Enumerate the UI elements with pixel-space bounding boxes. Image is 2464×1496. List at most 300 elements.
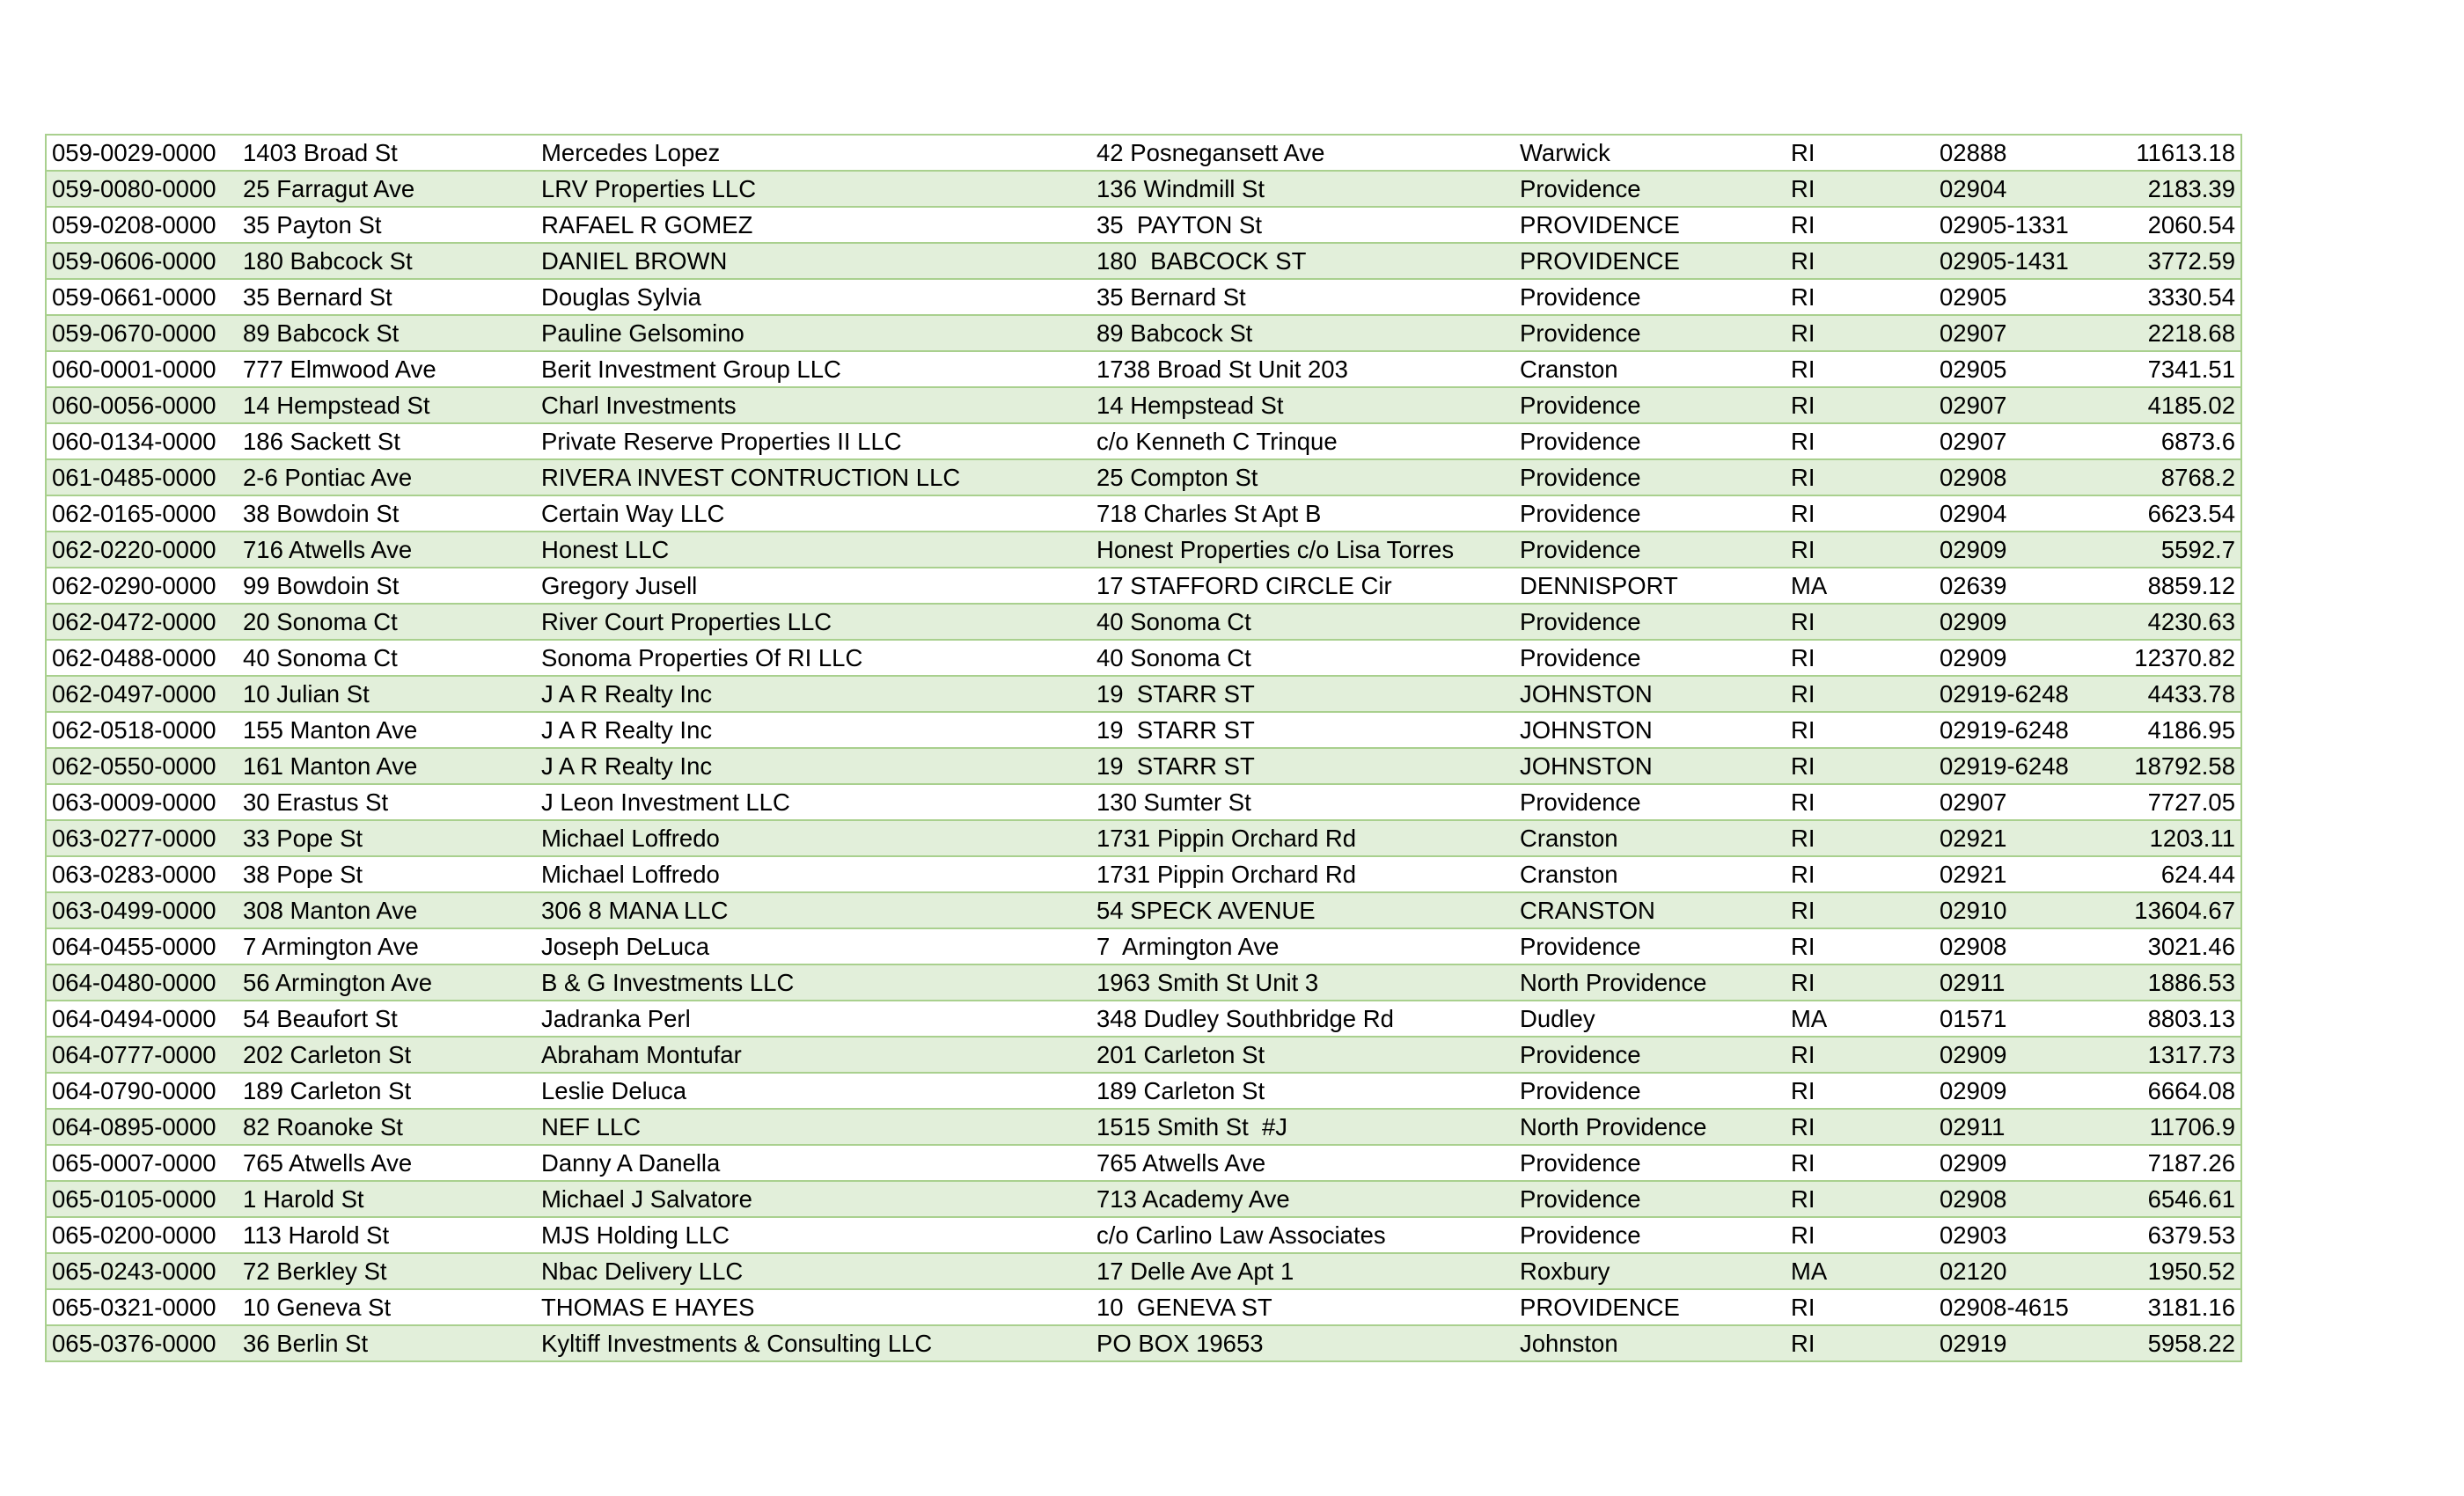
property-address-cell: 35 Bernard St	[238, 279, 536, 315]
mailing-address-cell: 17 STAFFORD CIRCLE Cir	[1091, 568, 1514, 604]
zip-cell: 02908-4615	[1934, 1289, 2101, 1325]
state-cell: RI	[1786, 423, 1934, 459]
state-cell: RI	[1786, 351, 1934, 387]
owner-name-cell: 306 8 MANA LLC	[536, 892, 1091, 928]
mailing-address-cell: 40 Sonoma Ct	[1091, 640, 1514, 676]
table-row	[46, 315, 2241, 351]
amount-cell: 624.44	[2101, 856, 2241, 892]
parcel-id-cell: 065-0105-0000	[46, 1181, 238, 1217]
amount-cell: 1317.73	[2101, 1037, 2241, 1073]
amount-cell: 8859.12	[2101, 568, 2241, 604]
owner-name-cell: J A R Realty Inc	[536, 712, 1091, 748]
city-cell: Providence	[1514, 279, 1786, 315]
parcel-id-cell: 065-0243-0000	[46, 1253, 238, 1289]
table-row	[46, 784, 2241, 820]
property-address-cell: 308 Manton Ave	[238, 892, 536, 928]
table-row	[46, 856, 2241, 892]
table-row	[46, 604, 2241, 640]
city-cell: Providence	[1514, 784, 1786, 820]
amount-cell: 5958.22	[2101, 1325, 2241, 1361]
state-cell: RI	[1786, 243, 1934, 279]
table-row	[46, 820, 2241, 856]
amount-cell: 3021.46	[2101, 928, 2241, 964]
mailing-address-cell: 7 Armington Ave	[1091, 928, 1514, 964]
owner-name-cell: Danny A Danella	[536, 1145, 1091, 1181]
table-row	[46, 135, 2241, 171]
owner-name-cell: LRV Properties LLC	[536, 171, 1091, 207]
parcel-id-cell: 064-0895-0000	[46, 1109, 238, 1145]
state-cell: RI	[1786, 856, 1934, 892]
state-cell: RI	[1786, 784, 1934, 820]
state-cell: RI	[1786, 135, 1934, 171]
mailing-address-cell: 130 Sumter St	[1091, 784, 1514, 820]
owner-name-cell: Nbac Delivery LLC	[536, 1253, 1091, 1289]
mailing-address-cell: 189 Carleton St	[1091, 1073, 1514, 1109]
property-address-cell: 25 Farragut Ave	[238, 171, 536, 207]
state-cell: RI	[1786, 315, 1934, 351]
table-row	[46, 1325, 2241, 1361]
mailing-address-cell: 19 STARR ST	[1091, 712, 1514, 748]
owner-name-cell: J Leon Investment LLC	[536, 784, 1091, 820]
amount-cell: 13604.67	[2101, 892, 2241, 928]
table-row	[46, 748, 2241, 784]
owner-name-cell: Gregory Jusell	[536, 568, 1091, 604]
parcel-id-cell: 064-0494-0000	[46, 1001, 238, 1037]
property-address-cell: 38 Bowdoin St	[238, 495, 536, 532]
zip-cell: 02907	[1934, 315, 2101, 351]
parcel-id-cell: 063-0499-0000	[46, 892, 238, 928]
mailing-address-cell: 40 Sonoma Ct	[1091, 604, 1514, 640]
zip-cell: 02921	[1934, 820, 2101, 856]
table-row	[46, 279, 2241, 315]
zip-cell: 02919-6248	[1934, 676, 2101, 712]
city-cell: Providence	[1514, 315, 1786, 351]
property-table	[45, 134, 2242, 1362]
property-address-cell: 89 Babcock St	[238, 315, 536, 351]
mailing-address-cell: 348 Dudley Southbridge Rd	[1091, 1001, 1514, 1037]
parcel-id-cell: 065-0376-0000	[46, 1325, 238, 1361]
mailing-address-cell: 19 STARR ST	[1091, 676, 1514, 712]
zip-cell: 02911	[1934, 1109, 2101, 1145]
owner-name-cell: Mercedes Lopez	[536, 135, 1091, 171]
property-address-cell: 777 Elmwood Ave	[238, 351, 536, 387]
mailing-address-cell: 54 SPECK AVENUE	[1091, 892, 1514, 928]
table-body	[46, 135, 2241, 1361]
amount-cell: 6379.53	[2101, 1217, 2241, 1253]
zip-cell: 02639	[1934, 568, 2101, 604]
zip-cell: 02888	[1934, 135, 2101, 171]
table-row	[46, 676, 2241, 712]
state-cell: RI	[1786, 604, 1934, 640]
city-cell: PROVIDENCE	[1514, 207, 1786, 243]
property-address-cell: 7 Armington Ave	[238, 928, 536, 964]
owner-name-cell: Pauline Gelsomino	[536, 315, 1091, 351]
amount-cell: 2183.39	[2101, 171, 2241, 207]
zip-cell: 02908	[1934, 1181, 2101, 1217]
zip-cell: 02907	[1934, 784, 2101, 820]
table-row	[46, 1037, 2241, 1073]
parcel-id-cell: 065-0200-0000	[46, 1217, 238, 1253]
state-cell: RI	[1786, 1181, 1934, 1217]
mailing-address-cell: PO BOX 19653	[1091, 1325, 1514, 1361]
amount-cell: 5592.7	[2101, 532, 2241, 568]
state-cell: RI	[1786, 928, 1934, 964]
parcel-id-cell: 062-0290-0000	[46, 568, 238, 604]
zip-cell: 02911	[1934, 964, 2101, 1001]
zip-cell: 02907	[1934, 387, 2101, 423]
table-row	[46, 568, 2241, 604]
amount-cell: 1203.11	[2101, 820, 2241, 856]
table-row	[46, 892, 2241, 928]
property-address-cell: 30 Erastus St	[238, 784, 536, 820]
parcel-id-cell: 062-0488-0000	[46, 640, 238, 676]
city-cell: Johnston	[1514, 1325, 1786, 1361]
property-address-cell: 202 Carleton St	[238, 1037, 536, 1073]
amount-cell: 4230.63	[2101, 604, 2241, 640]
amount-cell: 7727.05	[2101, 784, 2241, 820]
zip-cell: 02919	[1934, 1325, 2101, 1361]
property-address-cell: 161 Manton Ave	[238, 748, 536, 784]
owner-name-cell: Leslie Deluca	[536, 1073, 1091, 1109]
state-cell: RI	[1786, 171, 1934, 207]
zip-cell: 02919-6248	[1934, 748, 2101, 784]
city-cell: Cranston	[1514, 820, 1786, 856]
zip-cell: 02909	[1934, 1145, 2101, 1181]
zip-cell: 02907	[1934, 423, 2101, 459]
table-row	[46, 207, 2241, 243]
amount-cell: 3181.16	[2101, 1289, 2241, 1325]
city-cell: Cranston	[1514, 856, 1786, 892]
parcel-id-cell: 065-0321-0000	[46, 1289, 238, 1325]
city-cell: Roxbury	[1514, 1253, 1786, 1289]
amount-cell: 8768.2	[2101, 459, 2241, 495]
mailing-address-cell: 713 Academy Ave	[1091, 1181, 1514, 1217]
owner-name-cell: DANIEL BROWN	[536, 243, 1091, 279]
zip-cell: 02921	[1934, 856, 2101, 892]
city-cell: JOHNSTON	[1514, 676, 1786, 712]
parcel-id-cell: 062-0550-0000	[46, 748, 238, 784]
mailing-address-cell: 89 Babcock St	[1091, 315, 1514, 351]
owner-name-cell: J A R Realty Inc	[536, 748, 1091, 784]
table-row	[46, 171, 2241, 207]
state-cell: RI	[1786, 640, 1934, 676]
owner-name-cell: RIVERA INVEST CONTRUCTION LLC	[536, 459, 1091, 495]
city-cell: JOHNSTON	[1514, 712, 1786, 748]
owner-name-cell: Michael Loffredo	[536, 856, 1091, 892]
property-address-cell: 40 Sonoma Ct	[238, 640, 536, 676]
parcel-id-cell: 059-0029-0000	[46, 135, 238, 171]
state-cell: RI	[1786, 892, 1934, 928]
zip-cell: 02904	[1934, 171, 2101, 207]
owner-name-cell: Honest LLC	[536, 532, 1091, 568]
parcel-id-cell: 064-0777-0000	[46, 1037, 238, 1073]
mailing-address-cell: 1738 Broad St Unit 203	[1091, 351, 1514, 387]
parcel-id-cell: 060-0056-0000	[46, 387, 238, 423]
zip-cell: 01571	[1934, 1001, 2101, 1037]
city-cell: Providence	[1514, 387, 1786, 423]
city-cell: North Providence	[1514, 1109, 1786, 1145]
state-cell: MA	[1786, 568, 1934, 604]
state-cell: MA	[1786, 1253, 1934, 1289]
property-address-cell: 186 Sackett St	[238, 423, 536, 459]
amount-cell: 2218.68	[2101, 315, 2241, 351]
property-address-cell: 38 Pope St	[238, 856, 536, 892]
mailing-address-cell: 765 Atwells Ave	[1091, 1145, 1514, 1181]
amount-cell: 1950.52	[2101, 1253, 2241, 1289]
mailing-address-cell: 10 GENEVA ST	[1091, 1289, 1514, 1325]
amount-cell: 6664.08	[2101, 1073, 2241, 1109]
table-row	[46, 1181, 2241, 1217]
city-cell: PROVIDENCE	[1514, 243, 1786, 279]
property-address-cell: 20 Sonoma Ct	[238, 604, 536, 640]
state-cell: MA	[1786, 1001, 1934, 1037]
owner-name-cell: Private Reserve Properties II LLC	[536, 423, 1091, 459]
city-cell: Providence	[1514, 1073, 1786, 1109]
table-row	[46, 532, 2241, 568]
table-row	[46, 1109, 2241, 1145]
mailing-address-cell: 1731 Pippin Orchard Rd	[1091, 820, 1514, 856]
property-address-cell: 113 Harold St	[238, 1217, 536, 1253]
owner-name-cell: Certain Way LLC	[536, 495, 1091, 532]
parcel-id-cell: 062-0220-0000	[46, 532, 238, 568]
city-cell: Providence	[1514, 171, 1786, 207]
state-cell: RI	[1786, 1145, 1934, 1181]
zip-cell: 02910	[1934, 892, 2101, 928]
zip-cell: 02120	[1934, 1253, 2101, 1289]
city-cell: Providence	[1514, 532, 1786, 568]
property-address-cell: 35 Payton St	[238, 207, 536, 243]
city-cell: Warwick	[1514, 135, 1786, 171]
parcel-id-cell: 059-0080-0000	[46, 171, 238, 207]
amount-cell: 8803.13	[2101, 1001, 2241, 1037]
state-cell: RI	[1786, 495, 1934, 532]
zip-cell: 02909	[1934, 532, 2101, 568]
zip-cell: 02905-1431	[1934, 243, 2101, 279]
owner-name-cell: NEF LLC	[536, 1109, 1091, 1145]
state-cell: RI	[1786, 1217, 1934, 1253]
city-cell: Cranston	[1514, 351, 1786, 387]
owner-name-cell: River Court Properties LLC	[536, 604, 1091, 640]
amount-cell: 12370.82	[2101, 640, 2241, 676]
city-cell: Providence	[1514, 423, 1786, 459]
table-row	[46, 1145, 2241, 1181]
property-address-cell: 716 Atwells Ave	[238, 532, 536, 568]
table-row	[46, 1217, 2241, 1253]
owner-name-cell: MJS Holding LLC	[536, 1217, 1091, 1253]
table-row	[46, 495, 2241, 532]
table-row	[46, 640, 2241, 676]
owner-name-cell: Kyltiff Investments & Consulting LLC	[536, 1325, 1091, 1361]
state-cell: RI	[1786, 387, 1934, 423]
city-cell: Dudley	[1514, 1001, 1786, 1037]
table-row	[46, 928, 2241, 964]
property-address-cell: 1403 Broad St	[238, 135, 536, 171]
state-cell: RI	[1786, 712, 1934, 748]
zip-cell: 02905	[1934, 279, 2101, 315]
zip-cell: 02908	[1934, 928, 2101, 964]
property-address-cell: 189 Carleton St	[238, 1073, 536, 1109]
amount-cell: 2060.54	[2101, 207, 2241, 243]
parcel-id-cell: 062-0165-0000	[46, 495, 238, 532]
parcel-id-cell: 059-0208-0000	[46, 207, 238, 243]
state-cell: RI	[1786, 459, 1934, 495]
property-address-cell: 33 Pope St	[238, 820, 536, 856]
table-row	[46, 1073, 2241, 1109]
zip-cell: 02904	[1934, 495, 2101, 532]
amount-cell: 4185.02	[2101, 387, 2241, 423]
mailing-address-cell: 42 Posnegansett Ave	[1091, 135, 1514, 171]
property-address-cell: 155 Manton Ave	[238, 712, 536, 748]
parcel-id-cell: 059-0661-0000	[46, 279, 238, 315]
zip-cell: 02908	[1934, 459, 2101, 495]
parcel-id-cell: 062-0518-0000	[46, 712, 238, 748]
table-row	[46, 1289, 2241, 1325]
table-row	[46, 423, 2241, 459]
owner-name-cell: B & G Investments LLC	[536, 964, 1091, 1001]
property-address-cell: 765 Atwells Ave	[238, 1145, 536, 1181]
state-cell: RI	[1786, 1037, 1934, 1073]
mailing-address-cell: c/o Carlino Law Associates	[1091, 1217, 1514, 1253]
owner-name-cell: Sonoma Properties Of RI LLC	[536, 640, 1091, 676]
state-cell: RI	[1786, 279, 1934, 315]
state-cell: RI	[1786, 676, 1934, 712]
property-address-cell: 36 Berlin St	[238, 1325, 536, 1361]
table-row	[46, 387, 2241, 423]
property-address-cell: 14 Hempstead St	[238, 387, 536, 423]
owner-name-cell: RAFAEL R GOMEZ	[536, 207, 1091, 243]
parcel-id-cell: 063-0283-0000	[46, 856, 238, 892]
city-cell: Providence	[1514, 1145, 1786, 1181]
amount-cell: 11706.9	[2101, 1109, 2241, 1145]
parcel-id-cell: 062-0497-0000	[46, 676, 238, 712]
property-address-cell: 99 Bowdoin St	[238, 568, 536, 604]
parcel-id-cell: 060-0001-0000	[46, 351, 238, 387]
mailing-address-cell: 14 Hempstead St	[1091, 387, 1514, 423]
city-cell: Providence	[1514, 1181, 1786, 1217]
city-cell: Providence	[1514, 459, 1786, 495]
property-address-cell: 2-6 Pontiac Ave	[238, 459, 536, 495]
mailing-address-cell: 718 Charles St Apt B	[1091, 495, 1514, 532]
mailing-address-cell: Honest Properties c/o Lisa Torres	[1091, 532, 1514, 568]
amount-cell: 4433.78	[2101, 676, 2241, 712]
parcel-id-cell: 062-0472-0000	[46, 604, 238, 640]
table-row	[46, 459, 2241, 495]
zip-cell: 02905	[1934, 351, 2101, 387]
mailing-address-cell: 35 Bernard St	[1091, 279, 1514, 315]
table-row	[46, 1001, 2241, 1037]
state-cell: RI	[1786, 1325, 1934, 1361]
mailing-address-cell: 1731 Pippin Orchard Rd	[1091, 856, 1514, 892]
state-cell: RI	[1786, 748, 1934, 784]
city-cell: Providence	[1514, 1037, 1786, 1073]
state-cell: RI	[1786, 1109, 1934, 1145]
owner-name-cell: THOMAS E HAYES	[536, 1289, 1091, 1325]
zip-cell: 02909	[1934, 640, 2101, 676]
parcel-id-cell: 063-0009-0000	[46, 784, 238, 820]
owner-name-cell: Berit Investment Group LLC	[536, 351, 1091, 387]
amount-cell: 18792.58	[2101, 748, 2241, 784]
mailing-address-cell: c/o Kenneth C Trinque	[1091, 423, 1514, 459]
city-cell: Providence	[1514, 604, 1786, 640]
parcel-id-cell: 059-0606-0000	[46, 243, 238, 279]
mailing-address-cell: 136 Windmill St	[1091, 171, 1514, 207]
owner-name-cell: J A R Realty Inc	[536, 676, 1091, 712]
amount-cell: 6546.61	[2101, 1181, 2241, 1217]
owner-name-cell: Jadranka Perl	[536, 1001, 1091, 1037]
mailing-address-cell: 17 Delle Ave Apt 1	[1091, 1253, 1514, 1289]
table-row	[46, 243, 2241, 279]
city-cell: Providence	[1514, 495, 1786, 532]
parcel-id-cell: 060-0134-0000	[46, 423, 238, 459]
zip-cell: 02909	[1934, 1037, 2101, 1073]
owner-name-cell: Michael J Salvatore	[536, 1181, 1091, 1217]
city-cell: Providence	[1514, 928, 1786, 964]
amount-cell: 3330.54	[2101, 279, 2241, 315]
table-row	[46, 712, 2241, 748]
parcel-id-cell: 064-0480-0000	[46, 964, 238, 1001]
amount-cell: 3772.59	[2101, 243, 2241, 279]
state-cell: RI	[1786, 1289, 1934, 1325]
property-address-cell: 1 Harold St	[238, 1181, 536, 1217]
table-row	[46, 351, 2241, 387]
mailing-address-cell: 1515 Smith St #J	[1091, 1109, 1514, 1145]
property-address-cell: 56 Armington Ave	[238, 964, 536, 1001]
amount-cell: 4186.95	[2101, 712, 2241, 748]
owner-name-cell: Abraham Montufar	[536, 1037, 1091, 1073]
zip-cell: 02903	[1934, 1217, 2101, 1253]
parcel-id-cell: 063-0277-0000	[46, 820, 238, 856]
city-cell: CRANSTON	[1514, 892, 1786, 928]
zip-cell: 02909	[1934, 604, 2101, 640]
parcel-id-cell: 061-0485-0000	[46, 459, 238, 495]
city-cell: North Providence	[1514, 964, 1786, 1001]
owner-name-cell: Charl Investments	[536, 387, 1091, 423]
mailing-address-cell: 25 Compton St	[1091, 459, 1514, 495]
amount-cell: 7187.26	[2101, 1145, 2241, 1181]
property-address-cell: 54 Beaufort St	[238, 1001, 536, 1037]
property-address-cell: 180 Babcock St	[238, 243, 536, 279]
state-cell: RI	[1786, 207, 1934, 243]
zip-cell: 02909	[1934, 1073, 2101, 1109]
zip-cell: 02905-1331	[1934, 207, 2101, 243]
city-cell: PROVIDENCE	[1514, 1289, 1786, 1325]
parcel-id-cell: 064-0455-0000	[46, 928, 238, 964]
parcel-id-cell: 065-0007-0000	[46, 1145, 238, 1181]
city-cell: JOHNSTON	[1514, 748, 1786, 784]
property-address-cell: 10 Julian St	[238, 676, 536, 712]
amount-cell: 1886.53	[2101, 964, 2241, 1001]
state-cell: RI	[1786, 820, 1934, 856]
table-row	[46, 1253, 2241, 1289]
zip-cell: 02919-6248	[1934, 712, 2101, 748]
mailing-address-cell: 201 Carleton St	[1091, 1037, 1514, 1073]
mailing-address-cell: 35 PAYTON St	[1091, 207, 1514, 243]
parcel-id-cell: 064-0790-0000	[46, 1073, 238, 1109]
property-address-cell: 82 Roanoke St	[238, 1109, 536, 1145]
table-row	[46, 964, 2241, 1001]
city-cell: Providence	[1514, 640, 1786, 676]
owner-name-cell: Joseph DeLuca	[536, 928, 1091, 964]
property-address-cell: 72 Berkley St	[238, 1253, 536, 1289]
state-cell: RI	[1786, 964, 1934, 1001]
state-cell: RI	[1786, 1073, 1934, 1109]
state-cell: RI	[1786, 532, 1934, 568]
parcel-id-cell: 059-0670-0000	[46, 315, 238, 351]
city-cell: DENNISPORT	[1514, 568, 1786, 604]
amount-cell: 6623.54	[2101, 495, 2241, 532]
mailing-address-cell: 19 STARR ST	[1091, 748, 1514, 784]
amount-cell: 7341.51	[2101, 351, 2241, 387]
